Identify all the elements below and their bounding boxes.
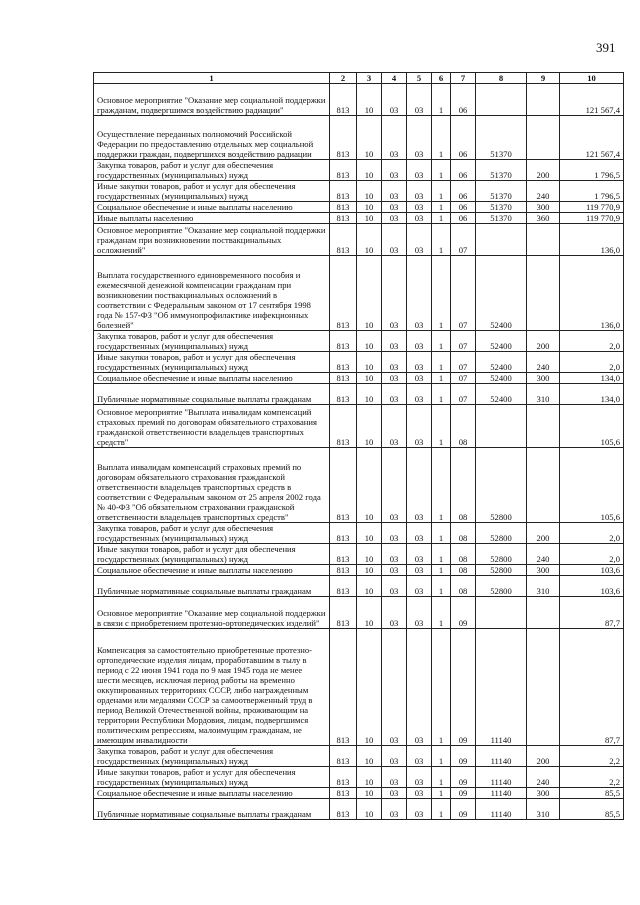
code-section-cell: 10	[357, 224, 382, 256]
header-cell-9: 9	[527, 73, 560, 84]
table-row	[94, 181, 624, 202]
code-subsection-cell: 03	[382, 523, 407, 544]
name-cell: Осуществление переданных полномочий Российской Федерации по предоставлению отдельных мер социальной поддержки граждан, подвергшихся воздействию радиации	[94, 116, 330, 160]
code-event-cell: 08	[451, 576, 476, 597]
code-subprogram-cell: 1	[432, 799, 451, 820]
amount-cell: 134,0	[560, 373, 624, 384]
code-program-cell: 03	[407, 565, 432, 576]
code-expense-type-cell: 310	[527, 384, 560, 405]
code-program-cell: 03	[407, 352, 432, 373]
code-direction-cell: 11140	[476, 799, 527, 820]
code-admin-cell: 813	[330, 373, 357, 384]
amount-cell: 87,7	[560, 629, 624, 746]
code-direction-cell: 52400	[476, 352, 527, 373]
code-admin-cell: 813	[330, 181, 357, 202]
code-subprogram-cell: 1	[432, 629, 451, 746]
table-row	[94, 160, 624, 181]
code-admin-cell: 813	[330, 405, 357, 448]
code-expense-type-cell: 300	[527, 788, 560, 799]
code-section-cell: 10	[357, 448, 382, 523]
code-expense-type-cell: 240	[527, 767, 560, 788]
code-event-cell: 08	[451, 405, 476, 448]
table-row	[94, 767, 624, 788]
code-event-cell: 07	[451, 256, 476, 331]
code-subprogram-cell: 1	[432, 767, 451, 788]
name-cell: Основное мероприятие "Выплата инвалидам компенсаций страховых премий по договорам обязательного страхования гражданской ответственности владельцев транспортных средств"	[94, 405, 330, 448]
name-cell: Иные закупки товаров, работ и услуг для обеспечения государственных (муниципальных) нужд	[94, 352, 330, 373]
code-program-cell: 03	[407, 799, 432, 820]
name-cell: Социальное обеспечение и иные выплаты населению	[94, 373, 330, 384]
code-event-cell: 06	[451, 213, 476, 224]
code-admin-cell: 813	[330, 767, 357, 788]
code-program-cell: 03	[407, 767, 432, 788]
code-section-cell: 10	[357, 256, 382, 331]
code-admin-cell: 813	[330, 84, 357, 116]
code-section-cell: 10	[357, 788, 382, 799]
code-subsection-cell: 03	[382, 767, 407, 788]
header-cell-5: 5	[407, 73, 432, 84]
code-event-cell: 08	[451, 544, 476, 565]
code-subsection-cell: 03	[382, 384, 407, 405]
amount-cell: 2,2	[560, 767, 624, 788]
code-program-cell: 03	[407, 373, 432, 384]
code-section-cell: 10	[357, 213, 382, 224]
code-event-cell: 07	[451, 352, 476, 373]
code-expense-type-cell: 240	[527, 181, 560, 202]
name-cell: Компенсация за самостоятельно приобретенные протезно-ортопедические изделия лицам, проработавшим в тылу в период с 22 июня 1941 года по 9 мая 1945 года не менее шести месяцев, исключая период работы на временно оккупированных территориях СССР, либо награжденным орденами или медалями СССР за самоотверженный труд в период Великой Отечественной войны, проживающим на территории Республики Мордовия, лицам, подвергшимся политическим репрессиям, малоимущим гражданам, не имеющим инвалидности	[94, 629, 330, 746]
code-event-cell: 09	[451, 767, 476, 788]
code-direction-cell: 52800	[476, 523, 527, 544]
code-subsection-cell: 03	[382, 373, 407, 384]
code-program-cell: 03	[407, 256, 432, 331]
amount-cell: 119 770,9	[560, 213, 624, 224]
code-event-cell: 07	[451, 331, 476, 352]
table-row	[94, 213, 624, 224]
amount-cell: 105,6	[560, 448, 624, 523]
code-subsection-cell: 03	[382, 352, 407, 373]
code-program-cell: 03	[407, 213, 432, 224]
code-subsection-cell: 03	[382, 629, 407, 746]
code-event-cell: 07	[451, 224, 476, 256]
code-expense-type-cell: 200	[527, 331, 560, 352]
code-subprogram-cell: 1	[432, 746, 451, 767]
name-cell: Основное мероприятие "Оказание мер социальной поддержки гражданам при возникновении поствакцинальных осложнений"	[94, 224, 330, 256]
name-cell: Закупка товаров, работ и услуг для обеспечения государственных (муниципальных) нужд	[94, 746, 330, 767]
name-cell: Закупка товаров, работ и услуг для обеспечения государственных (муниципальных) нужд	[94, 523, 330, 544]
table-row	[94, 788, 624, 799]
code-admin-cell: 813	[330, 213, 357, 224]
table-row	[94, 746, 624, 767]
code-admin-cell: 813	[330, 224, 357, 256]
code-section-cell: 10	[357, 576, 382, 597]
code-subsection-cell: 03	[382, 788, 407, 799]
code-section-cell: 10	[357, 544, 382, 565]
code-direction-cell: 11140	[476, 629, 527, 746]
header-cell-4: 4	[382, 73, 407, 84]
code-subprogram-cell: 1	[432, 202, 451, 213]
code-admin-cell: 813	[330, 256, 357, 331]
code-subsection-cell: 03	[382, 544, 407, 565]
code-subsection-cell: 03	[382, 181, 407, 202]
code-section-cell: 10	[357, 629, 382, 746]
amount-cell: 2,2	[560, 746, 624, 767]
table-row	[94, 799, 624, 820]
code-event-cell: 06	[451, 202, 476, 213]
code-event-cell: 09	[451, 629, 476, 746]
code-program-cell: 03	[407, 160, 432, 181]
table-row	[94, 565, 624, 576]
code-direction-cell: 52800	[476, 544, 527, 565]
code-program-cell: 03	[407, 629, 432, 746]
code-admin-cell: 813	[330, 523, 357, 544]
code-expense-type-cell	[527, 597, 560, 629]
code-direction-cell: 52800	[476, 576, 527, 597]
code-direction-cell: 52400	[476, 373, 527, 384]
name-cell: Иные закупки товаров, работ и услуг для обеспечения государственных (муниципальных) нужд	[94, 544, 330, 565]
code-expense-type-cell	[527, 116, 560, 160]
code-admin-cell: 813	[330, 160, 357, 181]
name-cell: Публичные нормативные социальные выплаты гражданам	[94, 576, 330, 597]
table-row	[94, 405, 624, 448]
code-event-cell: 06	[451, 181, 476, 202]
table-row	[94, 373, 624, 384]
code-direction-cell	[476, 224, 527, 256]
table-row	[94, 576, 624, 597]
code-admin-cell: 813	[330, 448, 357, 523]
code-expense-type-cell: 240	[527, 352, 560, 373]
code-program-cell: 03	[407, 181, 432, 202]
table-row	[94, 544, 624, 565]
code-event-cell: 06	[451, 116, 476, 160]
name-cell: Социальное обеспечение и иные выплаты населению	[94, 565, 330, 576]
amount-cell: 136,0	[560, 224, 624, 256]
code-admin-cell: 813	[330, 597, 357, 629]
code-event-cell: 09	[451, 788, 476, 799]
code-section-cell: 10	[357, 373, 382, 384]
code-direction-cell: 52800	[476, 565, 527, 576]
budget-table	[93, 72, 624, 820]
table-row	[94, 384, 624, 405]
code-section-cell: 10	[357, 352, 382, 373]
name-cell: Основное мероприятие "Оказание мер социальной поддержки гражданам, подвергшимся воздействию радиации"	[94, 84, 330, 116]
name-cell: Иные закупки товаров, работ и услуг для обеспечения государственных (муниципальных) нужд	[94, 767, 330, 788]
code-admin-cell: 813	[330, 331, 357, 352]
code-section-cell: 10	[357, 799, 382, 820]
code-direction-cell: 52400	[476, 331, 527, 352]
code-direction-cell	[476, 405, 527, 448]
code-admin-cell: 813	[330, 565, 357, 576]
code-subprogram-cell: 1	[432, 116, 451, 160]
name-cell: Иные выплаты населению	[94, 213, 330, 224]
name-cell: Основное мероприятие "Оказание мер социальной поддержки в связи с приобретением протезно-ортопедических изделий"	[94, 597, 330, 629]
code-program-cell: 03	[407, 544, 432, 565]
name-cell: Публичные нормативные социальные выплаты гражданам	[94, 799, 330, 820]
code-program-cell: 03	[407, 384, 432, 405]
code-expense-type-cell: 300	[527, 373, 560, 384]
code-subprogram-cell: 1	[432, 597, 451, 629]
code-subsection-cell: 03	[382, 597, 407, 629]
code-section-cell: 10	[357, 746, 382, 767]
code-direction-cell: 51370	[476, 181, 527, 202]
code-subprogram-cell: 1	[432, 352, 451, 373]
code-subprogram-cell: 1	[432, 373, 451, 384]
code-program-cell: 03	[407, 331, 432, 352]
code-event-cell: 09	[451, 799, 476, 820]
code-direction-cell: 11140	[476, 767, 527, 788]
table-row	[94, 331, 624, 352]
code-subprogram-cell: 1	[432, 160, 451, 181]
amount-cell: 119 770,9	[560, 202, 624, 213]
code-event-cell: 06	[451, 84, 476, 116]
amount-cell: 1 796,5	[560, 160, 624, 181]
code-expense-type-cell	[527, 84, 560, 116]
name-cell: Выплата инвалидам компенсаций страховых премий по договорам обязательного страхования гражданской ответственности владельцев транспортных средств в соответствии с Федеральным законом от 25 апреля 2002 года № 40-ФЗ "Об обязательном страховании гражданской ответственности владельцев транспортных средств"	[94, 448, 330, 523]
header-cell-7: 7	[451, 73, 476, 84]
table-row	[94, 629, 624, 746]
code-section-cell: 10	[357, 160, 382, 181]
code-subsection-cell: 03	[382, 224, 407, 256]
code-subsection-cell: 03	[382, 565, 407, 576]
code-subprogram-cell: 1	[432, 256, 451, 331]
code-subprogram-cell: 1	[432, 523, 451, 544]
header-cell-1: 1	[94, 73, 330, 84]
code-direction-cell	[476, 597, 527, 629]
code-event-cell: 08	[451, 523, 476, 544]
code-subprogram-cell: 1	[432, 576, 451, 597]
code-subprogram-cell: 1	[432, 544, 451, 565]
amount-cell: 85,5	[560, 788, 624, 799]
table-row	[94, 256, 624, 331]
code-direction-cell: 52400	[476, 256, 527, 331]
header-cell-3: 3	[357, 73, 382, 84]
table-row	[94, 352, 624, 373]
code-expense-type-cell	[527, 256, 560, 331]
amount-cell: 2,0	[560, 331, 624, 352]
table-row	[94, 448, 624, 523]
code-admin-cell: 813	[330, 202, 357, 213]
table-row	[94, 116, 624, 160]
name-cell: Закупка товаров, работ и услуг для обеспечения государственных (муниципальных) нужд	[94, 331, 330, 352]
code-subprogram-cell: 1	[432, 448, 451, 523]
amount-cell: 2,0	[560, 544, 624, 565]
code-subsection-cell: 03	[382, 331, 407, 352]
code-expense-type-cell: 200	[527, 523, 560, 544]
amount-cell: 121 567,4	[560, 116, 624, 160]
code-expense-type-cell: 310	[527, 799, 560, 820]
code-expense-type-cell	[527, 629, 560, 746]
amount-cell: 136,0	[560, 256, 624, 331]
code-subprogram-cell: 1	[432, 788, 451, 799]
code-subsection-cell: 03	[382, 799, 407, 820]
code-expense-type-cell: 200	[527, 746, 560, 767]
code-expense-type-cell	[527, 224, 560, 256]
code-section-cell: 10	[357, 767, 382, 788]
code-event-cell: 07	[451, 373, 476, 384]
code-expense-type-cell: 300	[527, 202, 560, 213]
name-cell: Социальное обеспечение и иные выплаты населению	[94, 202, 330, 213]
code-admin-cell: 813	[330, 352, 357, 373]
amount-cell: 2,0	[560, 523, 624, 544]
code-event-cell: 07	[451, 384, 476, 405]
code-direction-cell: 52400	[476, 384, 527, 405]
code-subsection-cell: 03	[382, 84, 407, 116]
code-section-cell: 10	[357, 84, 382, 116]
code-direction-cell: 51370	[476, 116, 527, 160]
code-direction-cell: 11140	[476, 746, 527, 767]
code-subsection-cell: 03	[382, 160, 407, 181]
code-admin-cell: 813	[330, 799, 357, 820]
code-direction-cell: 51370	[476, 160, 527, 181]
code-admin-cell: 813	[330, 116, 357, 160]
code-program-cell: 03	[407, 116, 432, 160]
amount-cell: 85,5	[560, 799, 624, 820]
amount-cell: 121 567,4	[560, 84, 624, 116]
amount-cell: 1 796,5	[560, 181, 624, 202]
table-row	[94, 84, 624, 116]
code-program-cell: 03	[407, 84, 432, 116]
code-expense-type-cell: 240	[527, 544, 560, 565]
code-program-cell: 03	[407, 597, 432, 629]
code-subsection-cell: 03	[382, 405, 407, 448]
amount-cell: 105,6	[560, 405, 624, 448]
code-event-cell: 06	[451, 160, 476, 181]
code-direction-cell: 52800	[476, 448, 527, 523]
header-cell-2: 2	[330, 73, 357, 84]
code-section-cell: 10	[357, 181, 382, 202]
code-expense-type-cell: 200	[527, 160, 560, 181]
name-cell: Закупка товаров, работ и услуг для обеспечения государственных (муниципальных) нужд	[94, 160, 330, 181]
code-subsection-cell: 03	[382, 256, 407, 331]
code-section-cell: 10	[357, 523, 382, 544]
code-program-cell: 03	[407, 576, 432, 597]
amount-cell: 103,6	[560, 576, 624, 597]
name-cell: Иные закупки товаров, работ и услуг для обеспечения государственных (муниципальных) нужд	[94, 181, 330, 202]
code-section-cell: 10	[357, 384, 382, 405]
table-row	[94, 597, 624, 629]
code-subsection-cell: 03	[382, 116, 407, 160]
code-program-cell: 03	[407, 405, 432, 448]
amount-cell: 134,0	[560, 384, 624, 405]
code-subprogram-cell: 1	[432, 565, 451, 576]
code-admin-cell: 813	[330, 384, 357, 405]
code-subprogram-cell: 1	[432, 331, 451, 352]
code-expense-type-cell	[527, 448, 560, 523]
code-subsection-cell: 03	[382, 448, 407, 523]
name-cell: Социальное обеспечение и иные выплаты населению	[94, 788, 330, 799]
code-section-cell: 10	[357, 331, 382, 352]
code-admin-cell: 813	[330, 629, 357, 746]
table-row	[94, 202, 624, 213]
code-section-cell: 10	[357, 405, 382, 448]
code-section-cell: 10	[357, 565, 382, 576]
code-direction-cell: 51370	[476, 202, 527, 213]
code-event-cell: 09	[451, 597, 476, 629]
header-cell-10: 10	[560, 73, 624, 84]
code-event-cell: 08	[451, 448, 476, 523]
code-subprogram-cell: 1	[432, 181, 451, 202]
code-subprogram-cell: 1	[432, 384, 451, 405]
code-subsection-cell: 03	[382, 213, 407, 224]
page-number: 391	[596, 40, 616, 55]
code-event-cell: 09	[451, 746, 476, 767]
code-program-cell: 03	[407, 224, 432, 256]
amount-cell: 87,7	[560, 597, 624, 629]
code-admin-cell: 813	[330, 544, 357, 565]
name-cell: Публичные нормативные социальные выплаты гражданам	[94, 384, 330, 405]
code-program-cell: 03	[407, 202, 432, 213]
amount-cell: 2,0	[560, 352, 624, 373]
amount-cell: 103,6	[560, 565, 624, 576]
code-section-cell: 10	[357, 597, 382, 629]
code-section-cell: 10	[357, 116, 382, 160]
code-admin-cell: 813	[330, 576, 357, 597]
code-subsection-cell: 03	[382, 576, 407, 597]
code-program-cell: 03	[407, 788, 432, 799]
code-subprogram-cell: 1	[432, 405, 451, 448]
code-admin-cell: 813	[330, 746, 357, 767]
code-expense-type-cell	[527, 405, 560, 448]
code-subprogram-cell: 1	[432, 224, 451, 256]
name-cell: Выплата государственного единовременного пособия и ежемесячной денежной компенсации гражданам при возникновении поствакцинальных осложнений в соответствии с Федеральным законом от 17 сентября 1998 года № 157-ФЗ "Об иммунопрофилактике инфекционных болезней"	[94, 256, 330, 331]
code-expense-type-cell: 310	[527, 576, 560, 597]
code-direction-cell: 51370	[476, 213, 527, 224]
code-subprogram-cell: 1	[432, 213, 451, 224]
table-header-row	[94, 73, 624, 84]
code-program-cell: 03	[407, 448, 432, 523]
code-program-cell: 03	[407, 746, 432, 767]
table-row	[94, 523, 624, 544]
code-expense-type-cell: 360	[527, 213, 560, 224]
code-subsection-cell: 03	[382, 202, 407, 213]
code-section-cell: 10	[357, 202, 382, 213]
code-direction-cell: 11140	[476, 788, 527, 799]
code-subsection-cell: 03	[382, 746, 407, 767]
code-direction-cell	[476, 84, 527, 116]
code-event-cell: 08	[451, 565, 476, 576]
code-subprogram-cell: 1	[432, 84, 451, 116]
code-program-cell: 03	[407, 523, 432, 544]
table-row	[94, 224, 624, 256]
header-cell-8: 8	[476, 73, 527, 84]
code-expense-type-cell: 300	[527, 565, 560, 576]
code-admin-cell: 813	[330, 788, 357, 799]
header-cell-6: 6	[432, 73, 451, 84]
